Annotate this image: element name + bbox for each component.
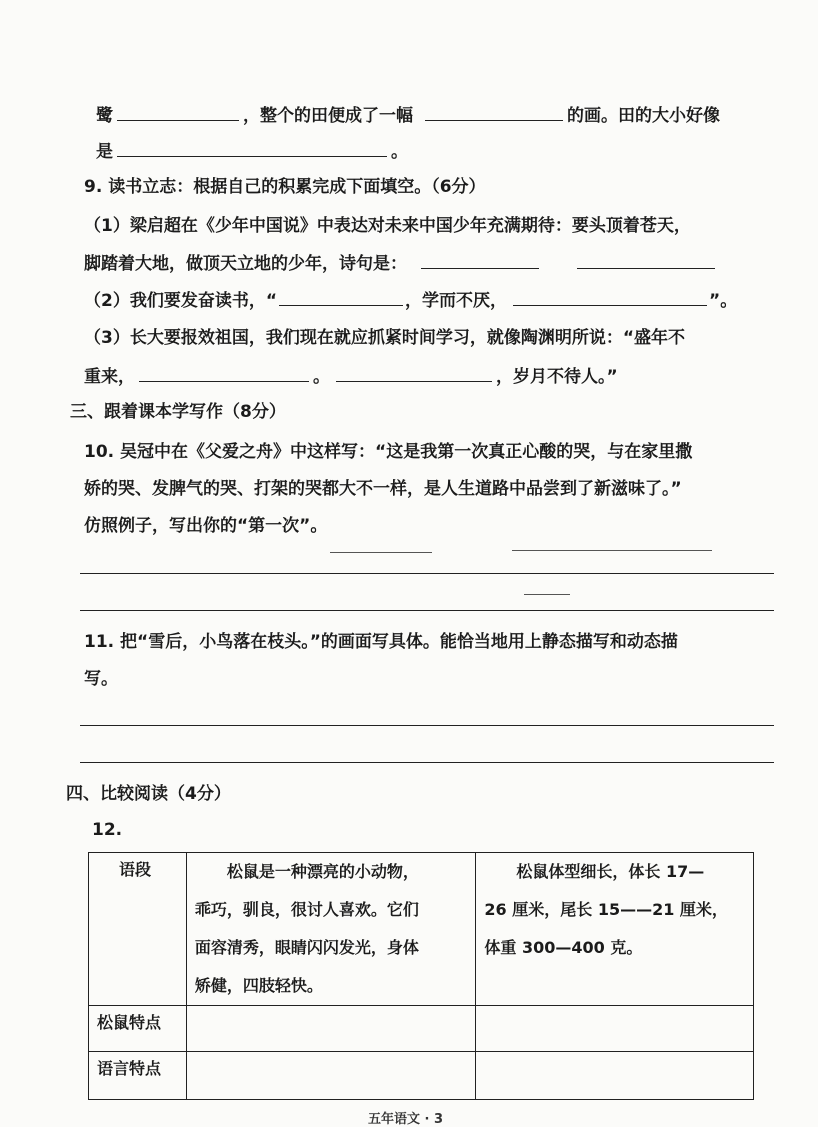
q9-part3-line2: [84, 363, 618, 389]
text: 。: [313, 367, 330, 387]
answer-blank[interactable]: [279, 287, 403, 306]
text: 脚踏着大地，做顶天立地的少年，诗句是：: [84, 254, 407, 274]
q9-part2: [84, 287, 737, 313]
row-label: 松鼠特点: [97, 1013, 162, 1032]
row-label-cell: [89, 1052, 187, 1100]
q10-line3: 仿照例子，写出你的“第一次”。: [84, 516, 328, 536]
table-row: [89, 853, 754, 1006]
answer-blank[interactable]: [117, 102, 239, 121]
answer-cell[interactable]: [476, 1052, 754, 1100]
faint-mark: [512, 550, 712, 551]
faint-mark: [330, 552, 432, 553]
text-line: 松鼠体型细长，体长 17—: [516, 862, 705, 881]
section-4-title: 四、比较阅读（4分）: [66, 784, 231, 804]
q11-line2: 写。: [84, 669, 118, 689]
q8-line-2: [96, 138, 408, 164]
text: 的画。田的大小好像: [567, 106, 720, 126]
text-line: 26 厘米，尾长 15——21 厘米，: [484, 900, 728, 919]
text: 。: [391, 142, 408, 162]
answer-blank[interactable]: [421, 250, 539, 269]
text: 鹭: [96, 106, 113, 126]
answer-blank[interactable]: [513, 287, 707, 306]
writing-line[interactable]: [80, 725, 774, 726]
answer-cell[interactable]: [476, 1006, 754, 1052]
q9-part3-line1: （3）长大要报效祖国，我们现在就应抓紧时间学习，就像陶渊明所说：“盛年不: [84, 328, 685, 348]
answer-blank[interactable]: [117, 138, 387, 157]
answer-blank[interactable]: [139, 363, 309, 382]
answer-blank[interactable]: [425, 102, 563, 121]
answer-blank[interactable]: [336, 363, 492, 382]
passage-2-cell: [476, 853, 754, 1006]
text: ，学而不厌，: [405, 291, 508, 311]
passage-1-text: [187, 853, 476, 1005]
q10-line2: 娇的哭、发脾气的哭、打架的哭都大不一样，是人生道路中品尝到了新滋味了。”: [84, 479, 682, 499]
answer-blank[interactable]: [577, 250, 715, 269]
text: 重来，: [84, 367, 135, 387]
row-header-label: 语段: [119, 860, 152, 879]
page-footer: 五年语文 · 3: [368, 1112, 444, 1127]
text: （2）我们要发奋读书，“: [84, 291, 278, 311]
q9-part1-line2: [84, 250, 715, 276]
faint-mark: [524, 594, 570, 595]
text-line: 乖巧，驯良，很讨人喜欢。它们: [194, 900, 419, 919]
q8-line-1: [96, 102, 720, 128]
row-label-cell: [89, 1006, 187, 1052]
q9-part1-line1: （1）梁启超在《少年中国说》中表达对未来中国少年充满期待：要头顶着苍天，: [84, 216, 691, 236]
writing-line[interactable]: [80, 573, 774, 574]
text: 是: [96, 142, 113, 162]
text-line: 体重 300—400 克。: [484, 938, 643, 957]
writing-line[interactable]: [80, 610, 774, 611]
q9-title: 9. 读书立志：根据自己的积累完成下面填空。（6分）: [84, 177, 486, 197]
q11-line1: 11. 把“雪后，小鸟落在枝头。”的画面写具体。能恰当地用上静态描写和动态描: [84, 632, 678, 652]
row-header-cell: [89, 853, 187, 1006]
text: ”。: [709, 291, 738, 311]
section-3-title: 三、跟着课本学写作（8分）: [70, 402, 286, 422]
q12-number: 12.: [92, 820, 123, 840]
writing-line[interactable]: [80, 762, 774, 763]
table-row: [89, 1006, 754, 1052]
comparison-table: [88, 852, 754, 1100]
text: ，整个的田便成了一幅: [243, 106, 413, 126]
text: ，岁月不待人。”: [496, 367, 618, 387]
text-line: 面容清秀，眼睛闪闪发光，身体: [194, 938, 419, 957]
text-line: 矫健，四肢轻快。: [194, 976, 323, 995]
passage-2-text: [476, 853, 753, 967]
row-label: 语言特点: [97, 1059, 162, 1078]
passage-1-cell: [186, 853, 476, 1006]
table-row: [89, 1052, 754, 1100]
text-line: 松鼠是一种漂亮的小动物，: [226, 862, 419, 881]
answer-cell[interactable]: [186, 1052, 476, 1100]
answer-cell[interactable]: [186, 1006, 476, 1052]
q10-line1: 10. 吴冠中在《父爱之舟》中这样写：“这是我第一次真正心酸的哭，与在家里撒: [84, 442, 693, 462]
